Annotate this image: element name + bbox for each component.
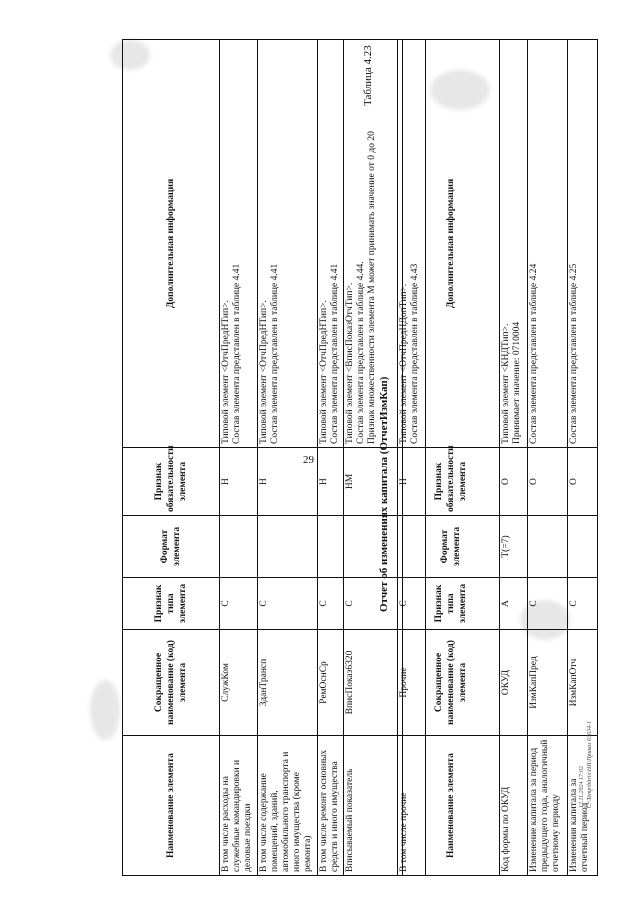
header-element-code: Сокращенное наименование (код) элемента <box>123 630 220 736</box>
cell-name: Изменение капитала за период предыдущего года, аналогичный отчетному периоду <box>528 736 568 876</box>
cell-format <box>258 516 318 578</box>
cell-type: С <box>258 578 318 630</box>
cell-type: С <box>568 578 598 630</box>
header-element-type: Признак типа элемента <box>123 578 220 630</box>
page-number: 29 <box>303 454 314 466</box>
cell-required: Н <box>318 448 344 516</box>
cell-format <box>220 516 258 578</box>
footer-path: С:\Temp\bitrix\НИ\Приказ 63634-1 <box>587 721 593 808</box>
header-element-name: Наименование элемента <box>403 736 500 876</box>
table-b <box>402 39 598 876</box>
cell-name: В том числе прочие <box>398 736 426 876</box>
cell-info: Типовой элемент <ОтчПредНДопТип>. Состав элемента представлен в таблице 4.43 <box>398 40 426 448</box>
cell-required: Н <box>398 448 426 516</box>
footer-date: 12.11.2024 17:02 <box>579 765 585 808</box>
cell-code: РемОснСр <box>318 630 344 736</box>
cell-format <box>318 516 344 578</box>
cell-code: ИзмКапОтч <box>568 630 598 736</box>
cell-required: Н <box>258 448 318 516</box>
cell-name: Вписываемый показатель <box>344 736 398 876</box>
cell-required: О <box>528 448 568 516</box>
table-b-header-row <box>403 40 500 876</box>
cell-info: Типовой элемент <ОтчПредНТип>. Состав элемента представлен в таблице 4.41 <box>318 40 344 448</box>
cell-code: ЗданТрансп <box>258 630 318 736</box>
cell-code: ОКУД <box>500 630 528 736</box>
cell-type: С <box>220 578 258 630</box>
cell-type: С <box>398 578 426 630</box>
scan-noise <box>90 680 120 740</box>
cell-name: В том числе расходы на служебные командировки и деловые поездки <box>220 736 258 876</box>
cell-type: С <box>344 578 398 630</box>
cell-code: СлужКом <box>220 630 258 736</box>
header-element-name: Наименование элемента <box>123 736 220 876</box>
cell-type: А <box>500 578 528 630</box>
cell-name: В том числе ремонт основных средств и иного имущества <box>318 736 344 876</box>
cell-code: Прочие <box>398 630 426 736</box>
header-element-code: Сокращенное наименование (код) элемента <box>403 630 500 736</box>
cell-name: Код формы по ОКУД <box>500 736 528 876</box>
cell-info: Типовой элемент <ОтчПредНТип>. Состав элемента представлен в таблице 4.41 <box>220 40 258 448</box>
cell-name: В том числе содержание помещений, зданий, автомобильного транспорта и иного имущества (кроме ремонта) <box>258 736 318 876</box>
cell-format: T(=7) <box>500 516 528 578</box>
cell-info: Типовой элемент <ВписПоказОтчТип>. Состав элемента представлен в таблице 4.44. Признак множественности элемента М может принимать значение от 0 до 20 <box>344 40 398 448</box>
cell-required: Н <box>220 448 258 516</box>
cell-info: Типовой элемент <ОтчПредНТип>. Состав элемента представлен в таблице 4.41 <box>258 40 318 448</box>
cell-required: НМ <box>344 448 398 516</box>
header-additional-info: Дополнительная информация <box>123 40 220 448</box>
header-element-format: Формат элемента <box>123 516 220 578</box>
header-element-type: Признак типа элемента <box>403 578 500 630</box>
cell-type: С <box>528 578 568 630</box>
table-number: Таблица 4.23 <box>362 45 374 106</box>
cell-required: О <box>500 448 528 516</box>
header-element-format: Формат элемента <box>403 516 500 578</box>
cell-info: Типовой элемент <КНДТип>. Принимает значение: 0710004 <box>500 40 528 448</box>
footer-stamp <box>578 688 594 808</box>
cell-info: Состав элемента представлен в таблице 4.25 <box>568 40 598 448</box>
table-row <box>528 40 568 876</box>
table-b-wrapper <box>402 40 598 876</box>
cell-name: Изменения капитала за отчетный период <box>568 736 598 876</box>
header-element-required: Признак обязательности элемента <box>123 448 220 516</box>
table-row <box>258 40 318 876</box>
table-row <box>220 40 258 876</box>
cell-required: О <box>568 448 598 516</box>
table-row <box>318 40 344 876</box>
cell-format <box>528 516 568 578</box>
cell-type: С <box>318 578 344 630</box>
cell-format <box>568 516 598 578</box>
header-element-required: Признак обязательности элемента <box>403 448 500 516</box>
table-a-header-row <box>123 40 220 876</box>
cell-code: ВписПоказ6320 <box>344 630 398 736</box>
table-row <box>500 40 528 876</box>
header-additional-info: Дополнительная информация <box>403 40 500 448</box>
cell-code: ИзмКапПред <box>528 630 568 736</box>
cell-info: Состав элемента представлен в таблице 4.24 <box>528 40 568 448</box>
table-caption: Отчет об изменениях капитала (ОтчетИзмКап) <box>378 376 390 612</box>
